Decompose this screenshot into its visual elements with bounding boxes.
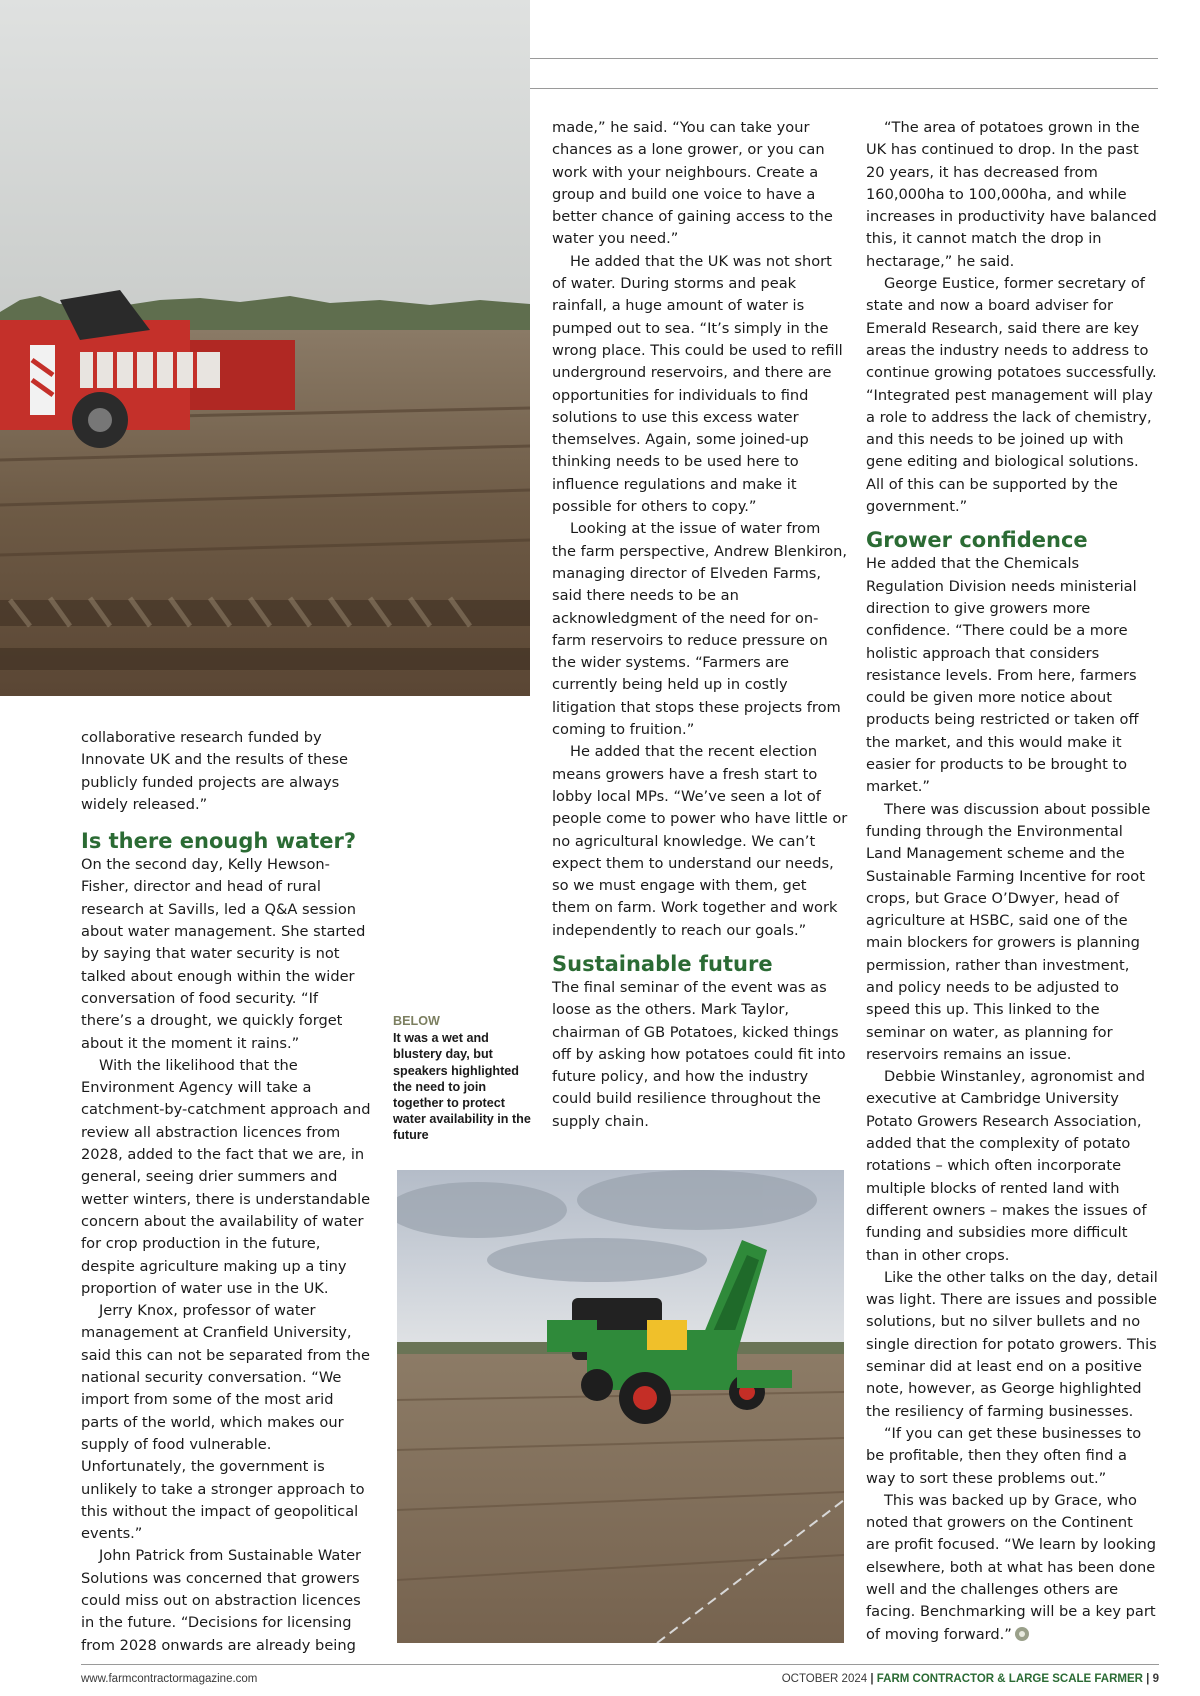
heading-enough-water: Is there enough water? [81,829,357,854]
photo-top [0,0,530,696]
footer-website: www.farmcontractormagazine.com [81,1673,258,1685]
footer-separator: | [1146,1673,1150,1685]
col1-paragraph: Jerry Knox, professor of water management at Cranfield University, said this can not be separated from the national security conversation. “We import from some of the most arid parts of the world, which makes our supply of food vulnerable. Unfortunately, the government is unlikely to take a stronger approach to this without the impact of geopolitical events.” [81,1302,370,1543]
col2-paragraph: He added that the UK was not short of water. During storms and peak rainfall, a huge amount of water is pumped out to sea. “It’s simply in the wrong place. This could be used to refill underground reservoirs, and there are opportunities for individuals to find solutions to use this excess water themselves. Again, some joined-up thinking needs to be used here to influence regulations and make it possible for others to copy.” [552,252,843,516]
col1-paragraph: John Patrick from Sustainable Water Solutions was concerned that growers could miss out on abstraction licences in the future. “Decisions for licensing from 2028 onwards are already being [81,1547,362,1654]
article-column-1 [81,727,372,1657]
col3-paragraph: “If you can get these businesses to be profitable, then they often find a way to sort these problems out.” [866,1424,1142,1487]
heading-sustainable-future: Sustainable future [552,951,773,976]
article-column-2 [552,117,848,1133]
caption-label: BELOW [393,1014,440,1028]
top-rule-2 [530,88,1158,89]
footer-page-number: 9 [1152,1673,1159,1685]
top-rule-1 [530,58,1158,59]
footer-magazine-name: FARM CONTRACTOR & LARGE SCALE FARMER [876,1673,1143,1685]
footer-separator: | [870,1673,874,1685]
col3-paragraph: He added that the Chemicals Regulation Division needs ministerial direction to give growers more confidence. “There could be a more holistic approach that considers resistance levels. From here, farmers could be given more notice about products being restricted or taken off the market, and this would make it easier for products to be brought to market.” [866,555,1139,796]
col2-paragraph: made,” he said. “You can take your chances as a lone grower, or you can work with your neighbours. Create a group and build one voice to have a better chance of gaining access to the water you need.” [552,119,833,248]
heading-grower-confidence: Grower confidence [866,528,1088,553]
col3-paragraph: “The area of potatoes grown in the UK has continued to drop. In the past 20 years, it has decreased from 160,000ha to 100,000ha, and while increases in productivity have balanced this, it cannot match the drop in hectarage,” he said. [866,119,1157,270]
col2-paragraph: The final seminar of the event was as loose as the others. Mark Taylor, chairman of GB Potatoes, kicked things off by asking how potatoes could fit into future policy, and how the industry could build resilience throughout the supply chain. [552,978,846,1130]
article-column-3 [866,117,1159,1646]
footer-date: OCTOBER 2024 [781,1673,868,1685]
col3-paragraph: Like the other talks on the day, detail was light. There are issues and possible solutions, but no silver bullets and no single direction for potato growers. This seminar did at least end on a positive note, however, as George highlighted the resiliency of farming businesses. [866,1268,1158,1420]
col1-paragraph: With the likelihood that the Environment Agency will take a catchment-by-catchment approach and review all abstraction licences from 2028, added to the fact that we are, in general, seeing drier summers and wetter winters, there is understandable concern about the availability of water for crop production in the future, despite agriculture making up a tiny proportion of water use in the UK. [81,1056,371,1297]
col3-final-text: This was backed up by Grace, who noted that growers on the Continent are profit focused. “We learn by looking elsewhere, both at what has been done well and the challenges others are facing. Benchmarking will be a key part of moving forward.” [866,1491,1156,1643]
photo-caption [393,1013,531,1144]
col2-paragraph: He added that the recent election means growers have a fresh start to lobby local MPs. “We’ve seen a lot of people come to power who have little or no agricultural knowledge. We can’t expect them to understand our needs, so we must engage with them, get them on farm. Work together and work independently to reach our goals.” [552,743,848,939]
col3-paragraph: Debbie Winstanley, agronomist and executive at Cambridge University Potato Growers Research Association, added that the complexity of potato rotations – which often incorporate multiple blocks of rented land with different owners – makes the issues of funding and subsidies more difficult than in other crops. [866,1068,1147,1264]
caption-text: It was a wet and blustery day, but speakers highlighted the need to join together to protect water availability in the future [393,1031,531,1143]
col3-paragraph [866,1490,1159,1646]
end-of-article-icon [1015,1627,1029,1641]
col3-paragraph: George Eustice, former secretary of state and now a board adviser for Emerald Research, said there are key areas the industry needs to address to continue growing potatoes successfully. “Integrated pest management will play a role to address the lack of chemistry, and this needs to be joined up with gene editing and biological solutions. All of this can be supported by the government.” [866,275,1157,516]
footer-rule [81,1664,1159,1665]
col2-paragraph: Looking at the issue of water from the farm perspective, Andrew Blenkiron, managing director of Elveden Farms, said there needs to be an acknowledgment of the need for on-farm reservoirs to reduce pressure on the wider systems. “Farmers are currently being held up in costly litigation that stops these projects from coming to fruition.” [552,520,848,739]
footer-issue [782,1673,1159,1685]
col1-paragraph: On the second day, Kelly Hewson-Fisher, director and head of rural research at Savills, led a Q&A session about water management. She started by saying that water security is not talked about enough within the wider conversation of food security. “If there’s a drought, we quickly forget about it the moment it rains.” [81,856,366,1052]
col1-paragraph: collaborative research funded by Innovate UK and the results of these publicly funded projects are always widely released.” [81,729,348,813]
col3-paragraph: There was discussion about possible funding through the Environmental Land Management scheme and the Sustainable Farming Incentive for root crops, but Grace O’Dwyer, head of agriculture at HSBC, said one of the main blockers for growers is planning permission, rather than investment, and policy needs to be adjusted to speed this up. This linked to the seminar on water, as planning for reservoirs remains an issue. [866,800,1151,1063]
photo-bottom [397,1170,844,1643]
